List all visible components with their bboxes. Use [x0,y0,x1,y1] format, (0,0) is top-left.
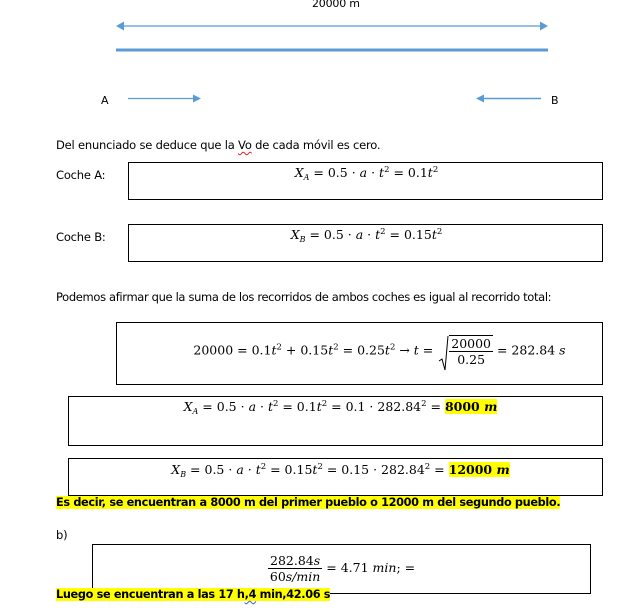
radical-sign-icon [437,335,449,371]
car-a-arrow-head [193,95,201,103]
result-a-answer: 8000 m [444,399,498,414]
part-b-equation-box [92,544,591,594]
distance-label: 20000 m [312,0,360,10]
result-a-equation-box [68,396,603,446]
time-fraction: $\frac{282.84s}{60s/\min}$ [269,553,321,584]
coche-b-equation-box [128,224,603,262]
part-b-label: b) [56,528,68,542]
car-b-arrow-head [476,95,484,103]
intro-text-before: Del enunciado se deduce que la [56,138,239,152]
distance-arrow-right-head [540,22,548,31]
coche-b-equation: $X_B = 0.5 \cdot a \cdot t^2 = 0.15t^2$ [290,227,443,244]
sqrt-fraction: $\frac{20000}{0.25}$ [451,336,492,367]
spellcheck-flagged-word: Vo [238,138,252,152]
result-b-equation-box [68,458,603,496]
total-equation: $20000 = 0.1t^2 + 0.15t^2 = 0.25t^2 \to t$ = $\frac{20000}{0.25}$ = 282.84 s [117,335,602,367]
result-b-equation: $X_B = 0.5 \cdot a \cdot t^2 = 0.15t^2 = 0.15 \cdot 282.84^2 = 12000$ m [171,462,510,479]
distance-arrow-left-head [116,22,124,31]
total-equation-box [116,322,603,385]
final-text-before: Luego se encuentran a las 17 h [56,588,245,601]
point-b-label: B [551,94,559,107]
coche-a-equation-box [128,162,603,200]
statement-text: Podemos afirmar que la suma de los recorridos de ambos coches es igual al recorrido total: [56,290,552,304]
coche-a-equation: $X_A = 0.5 \cdot a \cdot t^2 = 0.1t^2$ [294,165,439,182]
final-text [56,588,330,601]
final-text-after: min,42.06 s [256,588,331,601]
road-diagram [0,0,620,120]
part-b-equation: $\frac{282.84s}{60s/\min}$ = 4.71 min; = [269,553,416,584]
result-b-answer: 12000 m [448,462,510,477]
intro-text [56,138,380,152]
conclusion-text: Es decir, se encuentran a 8000 m del primer pueblo o 12000 m del segundo pueblo. [56,496,561,509]
result-a-equation: $X_A = 0.5 \cdot a \cdot t^2 = 0.1t^2 = 0.1 \cdot 282.84^2 = 8000$ m [183,399,498,416]
intro-text-after: de cada móvil es cero. [251,138,381,152]
point-a-label: A [101,94,109,107]
coche-b-label: Coche B: [56,230,106,244]
coche-a-label: Coche A: [56,168,106,182]
square-root [437,335,493,367]
grammar-flagged-text: ,4 [244,588,257,601]
